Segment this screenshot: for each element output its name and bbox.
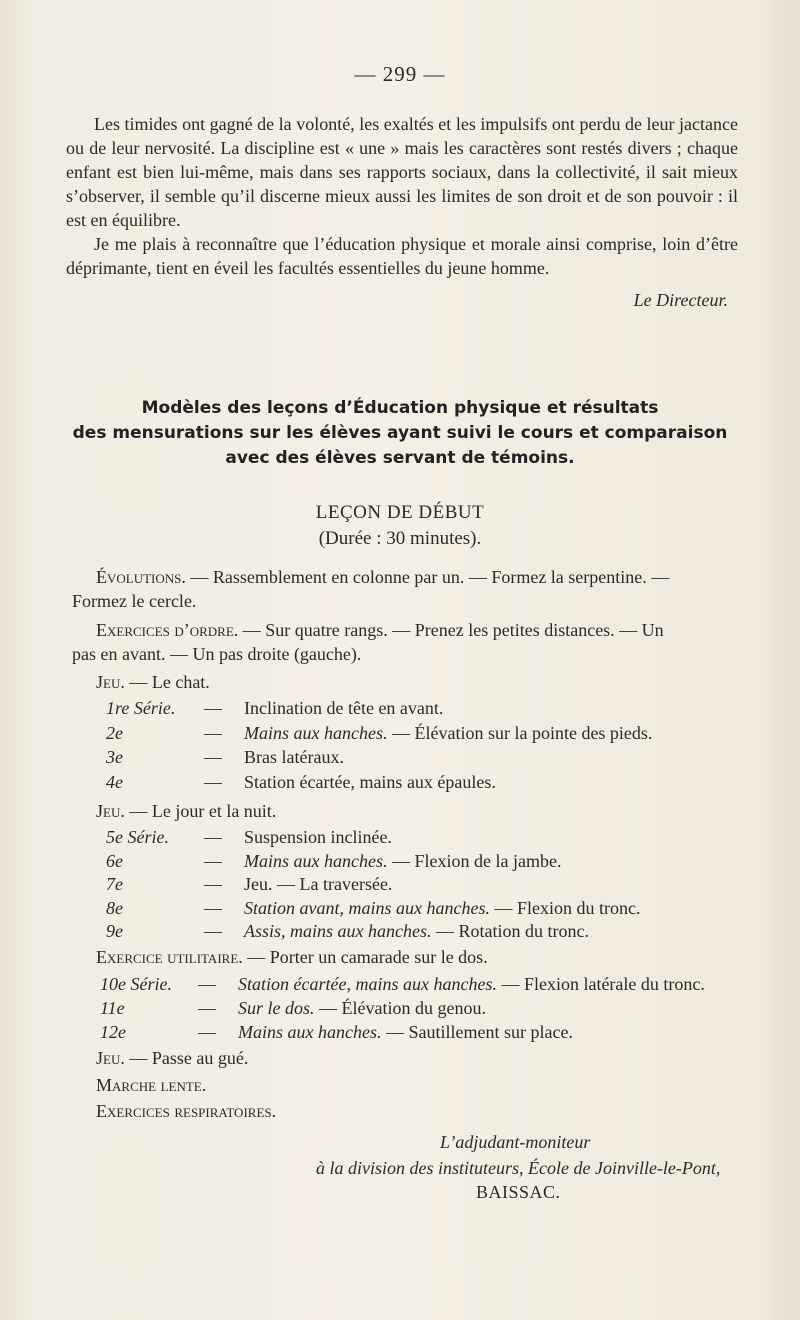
series-row	[106, 873, 392, 895]
closing-line-2: à la division des instituteurs, École de Joinville-le-Pont,	[316, 1158, 721, 1178]
series-row	[106, 746, 344, 768]
heading-line-2: des mensurations sur les élèves ayant suivi le cours et comparaison	[72, 423, 728, 443]
ordre-text-1: — Sur quatre rangs. — Prenez les petites distances. — Un	[238, 620, 664, 640]
series-label	[106, 771, 204, 793]
jeu-1-label: Jeu.	[96, 672, 125, 692]
marche-lente: Marche lente.	[96, 1075, 207, 1095]
series-row	[100, 973, 705, 995]
series-dash: —	[204, 771, 222, 792]
series-label	[106, 920, 204, 942]
series-position: Sur le dos.	[238, 998, 315, 1018]
exercices-respiratoires: Exercices respiratoires.	[96, 1101, 277, 1121]
jeu-1	[96, 671, 210, 693]
closing-signature: BAISSAC.	[476, 1182, 561, 1202]
series-row	[106, 826, 392, 848]
series-word: Série.	[129, 698, 176, 718]
series-label	[100, 997, 198, 1019]
jeu-2-label: Jeu.	[96, 801, 125, 821]
jeu-3-label: Jeu.	[96, 1048, 125, 1068]
series-position: Mains aux hanches.	[238, 1022, 382, 1042]
series-exercise: Jeu. — La traversée.	[244, 874, 393, 894]
series-number: 6e	[106, 850, 123, 871]
series-row	[106, 850, 561, 872]
series-row	[106, 897, 640, 919]
series-dash: —	[204, 827, 222, 847]
series-dash: —	[204, 874, 222, 894]
evolutions-line-1	[96, 566, 669, 588]
series-row	[100, 1021, 573, 1043]
series-label	[106, 873, 204, 895]
page-number: — 299 —	[354, 62, 446, 86]
series-label	[106, 746, 204, 768]
series-dash: —	[204, 747, 222, 767]
series-exercise: — Élévation du genou.	[314, 998, 486, 1018]
jeu-2	[96, 800, 276, 822]
series-exercise: — Flexion latérale du tronc.	[496, 974, 705, 994]
series-number: 1re	[106, 698, 130, 718]
ordre-line-1	[96, 619, 664, 641]
series-exercise: Bras latéraux.	[244, 747, 344, 767]
series-exercise: — Flexion du tronc.	[489, 897, 641, 918]
series-label	[100, 1021, 198, 1043]
series-label	[106, 850, 204, 872]
series-number: 10e	[100, 974, 126, 994]
series-dash: —	[204, 897, 222, 918]
lesson-duration: (Durée : 30 minutes).	[318, 528, 482, 549]
exercice-utilitaire	[96, 946, 488, 968]
series-exercise: Inclination de tête en avant.	[244, 698, 444, 718]
intro-section	[66, 112, 738, 280]
evolutions-text-1: — Rassemblement en colonne par un. — Formez la serpentine. —	[185, 567, 670, 587]
series-number: 9e	[106, 921, 123, 941]
utilitaire-text: — Porter un camarade sur le dos.	[242, 947, 488, 967]
jeu-3	[96, 1047, 248, 1069]
jeu-3-text: — Passe au gué.	[124, 1048, 249, 1068]
section-heading	[60, 396, 740, 471]
series-row	[106, 771, 496, 793]
series-exercise: — Élévation sur la pointe des pieds.	[387, 722, 653, 743]
series-label	[106, 697, 204, 719]
ordre-label: Exercices d’ordre.	[96, 620, 239, 640]
ordre-line-2: pas en avant. — Un pas droite (gauche).	[72, 644, 362, 664]
series-position: Mains aux hanches.	[244, 722, 388, 743]
utilitaire-label: Exercice utilitaire.	[96, 947, 243, 967]
series-label	[106, 722, 204, 744]
series-dash: —	[204, 722, 222, 743]
series-number: 2e	[106, 722, 123, 743]
series-word: Série.	[123, 827, 169, 847]
series-row	[106, 920, 589, 942]
series-number: 3e	[106, 747, 123, 767]
intro-paragraph-2: Je me plais à reconnaître que l’éducation physique et morale ainsi comprise, loin d’être déprimante, tient en éveil les facultés essentielles du jeune homme.	[66, 234, 738, 278]
intro-paragraph-1: Les timides ont gagné de la volonté, les exaltés et les impulsifs ont perdu de leur jactance ou de leur nervosité. La discipline est « une » mais les caractères sont restés divers ; chaque enfant est bien lui-même, mais dans ses rapports sociaux, dans la collectivité, il sait mieux s’observer, il semble qu’il discerne mieux aussi les limites de son droit et de son pouvoir : il est en équilibre.	[66, 114, 738, 230]
jeu-1-text: — Le chat.	[124, 672, 210, 692]
series-position: Mains aux hanches.	[244, 850, 388, 871]
series-row	[106, 697, 443, 719]
evolutions-line-2: Formez le cercle.	[72, 591, 197, 611]
series-dash: —	[204, 698, 222, 718]
closing-line-1: L’adjudant-moniteur	[440, 1132, 591, 1152]
evolutions-label: Évolutions.	[96, 567, 186, 587]
series-label	[106, 897, 204, 919]
series-position: Assis, mains aux hanches.	[244, 921, 432, 941]
series-exercise: — Sautillement sur place.	[381, 1022, 573, 1042]
series-exercise: Station écartée, mains aux épaules.	[244, 771, 496, 792]
heading-line-1: Modèles des leçons d’Éducation physique et résultats	[141, 398, 659, 418]
series-number: 8e	[106, 897, 123, 918]
series-dash: —	[198, 998, 216, 1018]
series-number: 12e	[100, 1022, 126, 1042]
series-row	[100, 997, 486, 1019]
series-label	[106, 826, 204, 848]
heading-line-3: avec des élèves servant de témoins.	[225, 448, 575, 468]
series-dash: —	[204, 921, 222, 941]
series-number: 5e	[106, 827, 123, 847]
series-position: Station écartée, mains aux hanches.	[238, 974, 497, 994]
series-exercise: Suspension inclinée.	[244, 827, 392, 847]
series-dash: —	[198, 1022, 216, 1042]
lesson-title: LEÇON DE DÉBUT	[315, 502, 485, 523]
series-exercise: — Rotation du tronc.	[431, 921, 589, 941]
series-dash: —	[204, 850, 222, 871]
series-number: 11e	[100, 998, 125, 1018]
series-dash: —	[198, 974, 216, 994]
series-number: 7e	[106, 874, 123, 894]
series-word: Série.	[126, 974, 172, 994]
series-exercise: — Flexion de la jambe.	[387, 850, 562, 871]
series-position: Station avant, mains aux hanches.	[244, 897, 490, 918]
director-signature: Le Directeur.	[633, 290, 728, 310]
series-row	[106, 722, 652, 744]
series-label	[100, 973, 198, 995]
jeu-2-text: — Le jour et la nuit.	[124, 801, 277, 821]
series-number: 4e	[106, 771, 123, 792]
